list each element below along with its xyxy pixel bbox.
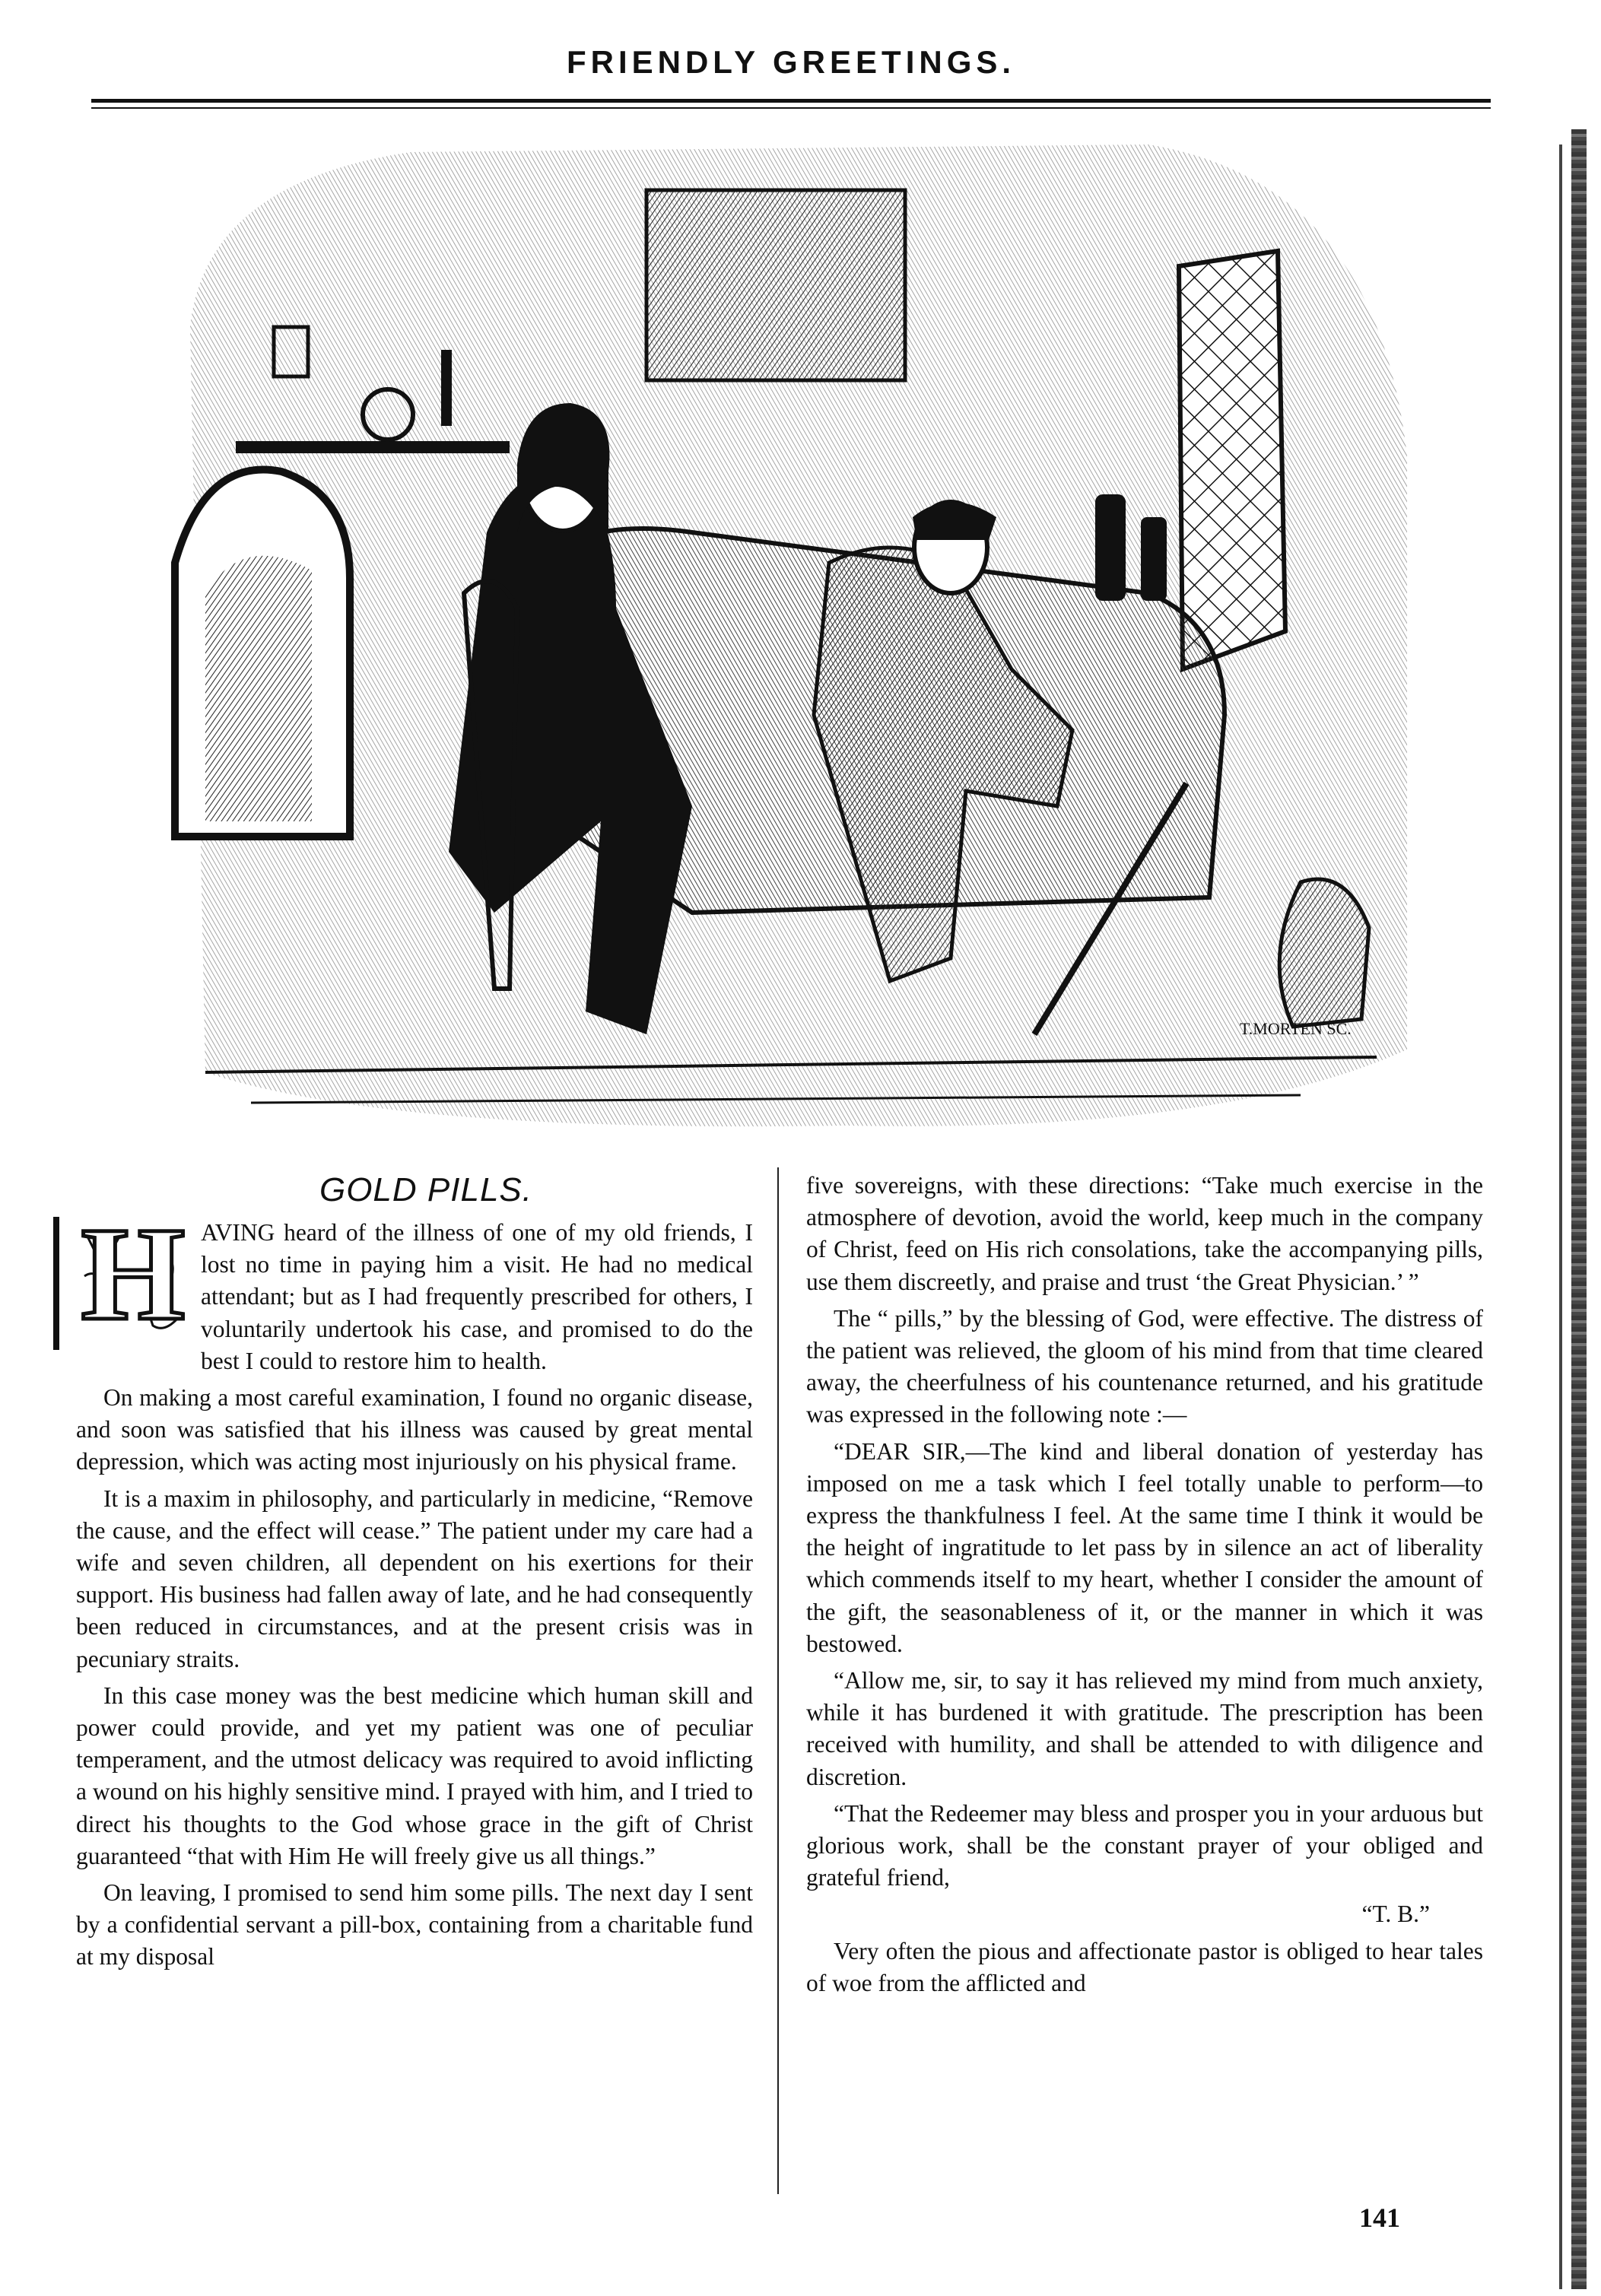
letter-signature: “T. B.” [1361,1901,1430,1928]
article-title: GOLD PILLS. [319,1171,532,1208]
header-rule-thin [91,107,1491,109]
engraver-signature: T.MORTEN SC. [1240,1019,1352,1038]
paragraph: On leaving, I promised to send him some pills. The next day I sent by a confidential servant a pill-box, containing from a charitable fund at my disposal [76,1879,753,1970]
margin-bar [53,1217,59,1350]
right-column [806,1170,1483,2004]
drop-cap-letter: H [81,1200,186,1348]
paragraph: The “ pills,” by the blessing of God, were effective. The distress of the patient was relieved, the gloom of his mind from that time cleared away, the cheerfulness of his countenance returned, and his gratitude was expressed in the following note :— [806,1304,1483,1428]
paragraph: Very often the pious and affectionate pastor is obliged to hear tales of woe from the afflicted and [806,1937,1483,1996]
letter-paragraph: “DEAR SIR,—The kind and liberal donation of yesterday has imposed on me a task which I feel totally unable to perform—to express the thankfulness I feel. At the same time I think it would be the height of ingratitude to let pass by in silence an act of liberality which commends itself to my heart, whether I consider the amount of the gift, the seasonableness of it, or the manner in which it was bestowed. [806,1437,1483,1657]
engraving-illustration [160,137,1422,1141]
paragraph: five sovereigns, with these directions: “Take much exercise in the atmosphere of devotion, avoid the world, keep much in the company of Christ, feed on His rich consolations, take the accompanying pills, use them discreetly, and praise and trust ‘the Great Physician.’ ” [806,1172,1483,1295]
header-rule-thick [91,99,1491,103]
letter-paragraph: “That the Redeemer may bless and prosper you in your arduous but glorious work, shall be the constant prayer of your obliged and grateful friend, [806,1799,1483,1891]
paragraph: In this case money was the best medicine which human skill and power could provide, and yet my patient was one of peculiar temperament, and the utmost delicacy was required to avoid inflicting a wound on his highly sensitive mind. I prayed with him, and I tried to direct his thoughts to the God whose grace in the gift of Christ guaranteed “that with Him He will freely give us all things.” [76,1682,753,1869]
left-column [76,1200,753,1978]
column-divider [777,1167,779,2194]
paragraph: It is a maxim in philosophy, and particularly in medicine, “Remove the cause, and the effect will cease.” The patient under my care had a wife and seven children, all dependent on his exertions for their support. His business had fallen away of late, and he had consequently been reduced in circumstances, and at the present crisis was in pecuniary straits. [76,1485,753,1672]
running-header: FRIENDLY GREETINGS. [566,44,1016,80]
window [1179,251,1285,669]
page-edge-line [1559,144,1562,2289]
letter-paragraph: “Allow me, sir, to say it has relieved my mind from much anxiety, while it has burdened it with gratitude. The prescription has been received with humility, and shall be attended to with diligence and discretion. [806,1667,1483,1790]
page-number: 141 [1359,2202,1400,2233]
page-edge-shadow [1571,129,1587,2289]
paragraph: On making a most careful examination, I found no organic disease, and soon was satisfied that his illness was caused by great mental depression, which was acting most injuriously on his physical frame. [76,1384,753,1475]
drop-cap [76,1200,190,1348]
paragraph: AVING heard of the illness of one of my old friends, I lost no time in paying him a visit. He had no medical attendant; but as I had frequently prescribed for others, I voluntarily undertook his case, and promised to do the best I could to restore him to health. [201,1219,753,1374]
